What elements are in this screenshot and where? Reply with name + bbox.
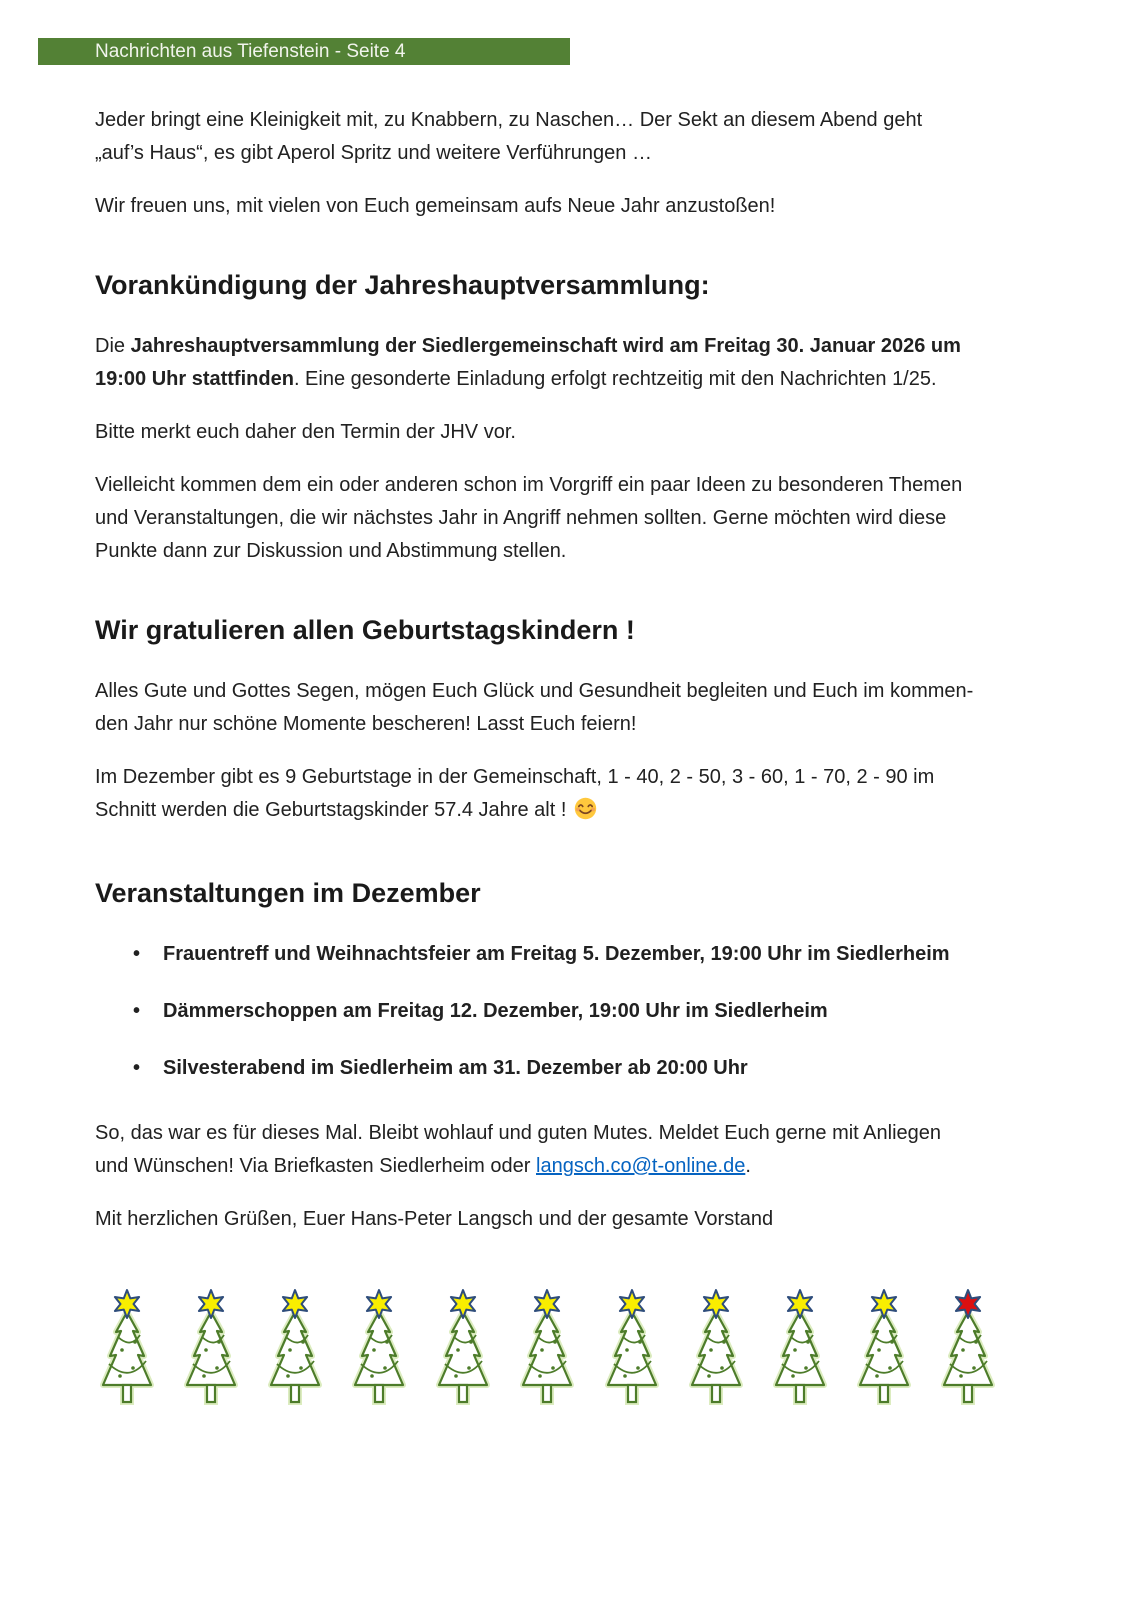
section-heading-jhv: Vorankündigung der Jahreshauptversammlung:	[95, 270, 710, 300]
event-item	[95, 938, 1037, 971]
text-run: Punkte dann zur Diskussion und Abstimmung stellen.	[95, 540, 567, 562]
text-run: Bitte merkt euch daher den Termin der JHV vor.	[95, 421, 516, 443]
christmas-tree-icon	[600, 1288, 664, 1414]
section-heading-events: Veranstaltungen im Dezember	[95, 878, 481, 908]
bullet-dot: •	[133, 1000, 141, 1022]
birthday-stats-paragraph	[95, 761, 1037, 831]
christmas-tree-icon	[179, 1288, 243, 1414]
christmas-tree-row	[95, 1288, 1000, 1414]
text-run: .	[745, 1155, 751, 1177]
section-heading-birthdays: Wir gratulieren allen Geburtstagskindern !	[95, 615, 635, 645]
page-header-title: Nachrichten aus Tiefenstein - Seite 4	[95, 40, 406, 62]
toast-paragraph	[95, 190, 1037, 223]
christmas-tree-icon	[347, 1288, 411, 1414]
event-item	[95, 995, 1037, 1028]
smiling-face-emoji-icon	[574, 797, 597, 831]
christmas-tree-icon	[852, 1288, 916, 1414]
christmas-tree-icon	[431, 1288, 495, 1414]
text-run: So, das war es für dieses Mal. Bleibt wohlauf und guten Mutes. Meldet Euch gerne mit Anliegen	[95, 1122, 942, 1144]
text-run: Jeder bringt eine Kleinigkeit mit, zu Knabbern, zu Naschen… Der Sekt an diesem Abend geht	[95, 109, 923, 131]
text-run: . Eine gesonderte Einladung erfolgt rechtzeitig mit den Nachrichten 1/25.	[293, 368, 937, 390]
text-run: und Veranstaltungen, die wir nächstes Jahr in Angriff nehmen sollten. Gerne möchten wird diese	[95, 507, 947, 529]
event-list	[95, 938, 1037, 1085]
ideas-paragraph	[95, 469, 1037, 568]
content-blocks	[95, 104, 1037, 1414]
text-run: den Jahr nur schöne Momente bescheren! Lasst Euch feiern!	[95, 713, 637, 735]
text-run: Die	[95, 335, 131, 357]
christmas-tree-icon	[768, 1288, 832, 1414]
text-run: Mit herzlichen Grüßen, Euer Hans-Peter Langsch und der gesamte Vorstand	[95, 1208, 774, 1230]
christmas-tree-icon	[263, 1288, 327, 1414]
jhv-reminder-paragraph	[95, 416, 1037, 449]
text-run: Vielleicht kommen dem ein oder anderen schon im Vorgriff ein paar Ideen zu besonderen Themen	[95, 474, 963, 496]
text-run: Im Dezember gibt es 9 Geburtstage in der Gemeinschaft, 1 - 40, 2 - 50, 3 - 60, 1 - 70, 2 - 90 im	[95, 766, 935, 788]
jhv-paragraph	[95, 330, 1037, 396]
christmas-tree-icon	[684, 1288, 748, 1414]
bullet-dot: •	[133, 943, 141, 965]
christmas-tree-icon	[95, 1288, 159, 1414]
christmas-tree-icon	[515, 1288, 579, 1414]
birthday-wishes-paragraph	[95, 675, 1037, 741]
page-header-bar	[38, 38, 570, 65]
text-run: und Wünschen! Via Briefkasten Siedlerheim oder	[95, 1155, 536, 1177]
email-link[interactable]: langsch.co@t-online.de	[536, 1155, 746, 1177]
bullet-dot: •	[133, 1057, 141, 1079]
event-item	[95, 1052, 1037, 1085]
christmas-tree-red-star-icon	[936, 1288, 1000, 1414]
event-item-label: Frauentreff und Weihnachtsfeier am Freitag 5. Dezember, 19:00 Uhr im Siedlerheim	[163, 943, 950, 965]
text-run: „auf’s Haus“, es gibt Aperol Spritz und weitere Verführungen …	[95, 142, 652, 164]
event-item-label: Dämmerschoppen am Freitag 12. Dezember, 19:00 Uhr im Siedlerheim	[163, 1000, 828, 1022]
closing-paragraph	[95, 1117, 1037, 1183]
bold-text-run: 19:00 Uhr stattfinden	[95, 368, 294, 390]
bold-text-run: Jahreshauptversammlung der Siedlergemeinschaft wird am Freitag 30. Januar 2026 um	[130, 335, 961, 357]
intro-paragraph	[95, 104, 1037, 170]
event-item-label: Silvesterabend im Siedlerheim am 31. Dezember ab 20:00 Uhr	[163, 1057, 748, 1079]
signature-paragraph	[95, 1203, 1037, 1236]
text-run: Alles Gute und Gottes Segen, mögen Euch Glück und Gesundheit begleiten und Euch im kommen-	[95, 680, 974, 702]
text-run: Schnitt werden die Geburtstagskinder 57.4 Jahre alt !	[95, 799, 572, 821]
text-run: Wir freuen uns, mit vielen von Euch gemeinsam aufs Neue Jahr anzustoßen!	[95, 195, 776, 217]
